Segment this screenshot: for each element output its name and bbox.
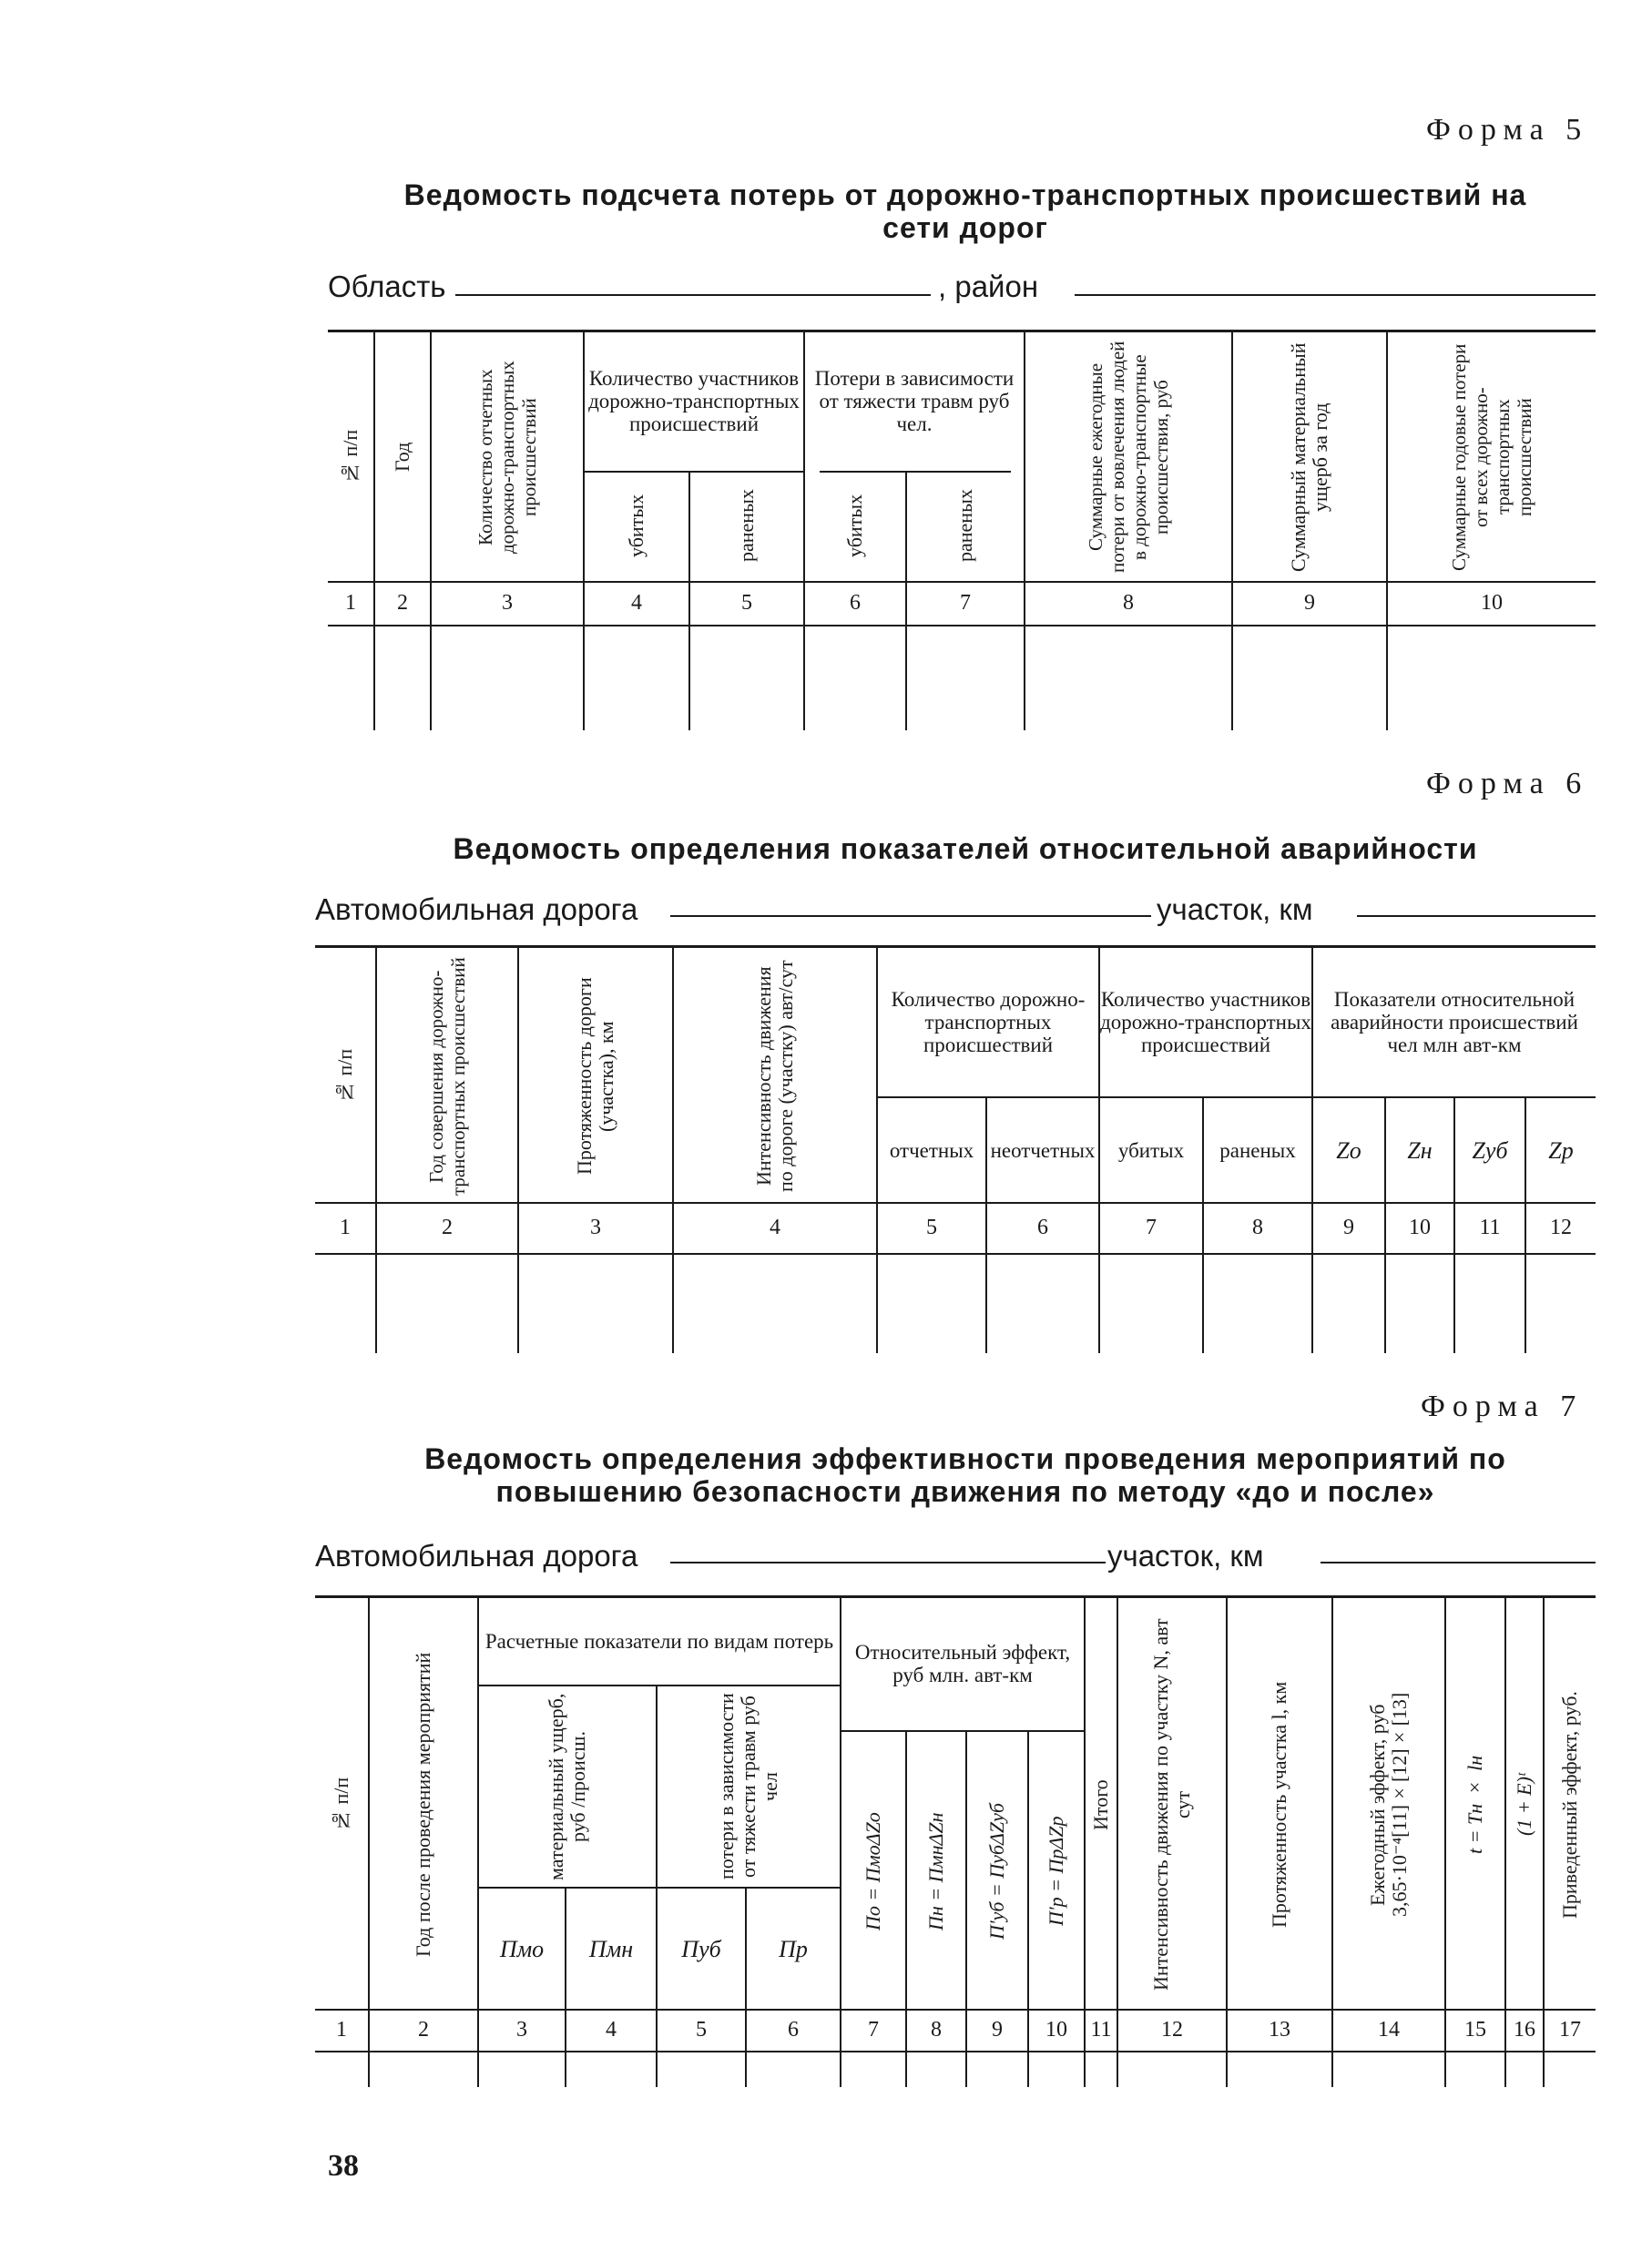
- form5-field-line-2: [1075, 294, 1596, 296]
- form5-num-9: 9: [1304, 591, 1315, 615]
- form6-field-section: участок, км: [1157, 892, 1313, 926]
- form7-col8-header: Пн = ПмнΔZн: [924, 1812, 947, 1930]
- form7-num-2: 2: [418, 2018, 429, 2042]
- form6-num-8: 8: [1252, 1216, 1263, 1239]
- form7-num-16: 16: [1514, 2018, 1535, 2042]
- form5-col5-header: раненых: [735, 489, 758, 562]
- form5-col7-header: раненых: [953, 489, 976, 562]
- form5-num-5: 5: [741, 591, 752, 615]
- form7-num-12: 12: [1161, 2018, 1183, 2042]
- form5-title: Ведомость подсчета потерь от дорожно-транспортных происшествий на сети дорог: [403, 178, 1527, 244]
- form7-num-15: 15: [1464, 2018, 1486, 2042]
- form6-col11-header: Zуб: [1472, 1136, 1508, 1164]
- form5-num-1: 1: [345, 591, 356, 615]
- form5-group-participants: Количество участников дорожно-транспортных происшествий: [588, 366, 800, 435]
- form7-num-3: 3: [516, 2018, 527, 2042]
- form6-group-dtp: Количество дорожно-транспортных происшествий: [891, 987, 1086, 1056]
- form5-field-district: , район: [938, 270, 1039, 303]
- form6-num-3: 3: [590, 1216, 601, 1239]
- form7-col13-header: Протяженность участка l, км: [1268, 1681, 1290, 1929]
- form7-label: Форма 7: [1421, 1390, 1584, 1423]
- form7-col11-header: Итого: [1089, 1779, 1112, 1830]
- form5-label: Форма 5: [1426, 113, 1589, 147]
- form7-num-11: 11: [1090, 2018, 1112, 2042]
- form5-num-2: 2: [397, 591, 408, 615]
- form6-num-12: 12: [1550, 1216, 1572, 1239]
- form7-num-4: 4: [606, 2018, 617, 2042]
- form6-col9-header: Zо: [1336, 1136, 1361, 1164]
- form7-num-1: 1: [336, 2018, 347, 2042]
- form7-col2-header: Год после проведения мероприятий: [412, 1652, 434, 1958]
- form6-col1-header: № п/п: [333, 1048, 356, 1105]
- form7-col12-header: Интенсивность движения по участку N, авт сут: [1149, 1618, 1194, 1991]
- form6-num-5: 5: [926, 1216, 937, 1239]
- form7-num-9: 9: [992, 2018, 1003, 2042]
- form6-num-6: 6: [1037, 1216, 1048, 1239]
- form6-group-indices: Показатели относительной аварийности происшествий чел млн авт-км: [1331, 987, 1578, 1056]
- form7-col15-header: t = Tн × lн: [1463, 1755, 1486, 1855]
- form6-field-road: Автомобильная дорога: [315, 892, 638, 926]
- form7-col5-header: Пуб: [681, 1935, 721, 1962]
- form7-num-6: 6: [788, 2018, 799, 2042]
- form5-field-region: Область: [328, 270, 446, 303]
- form7-col16-header: (1 + E)ᵗ: [1513, 1773, 1535, 1837]
- form7-col4-header: Пмн: [588, 1935, 634, 1962]
- form5-col8-header: Суммарные ежегодные потери от вовлечения людей в дорожно-транспортные происшествия, руб: [1085, 341, 1172, 574]
- form6-num-7: 7: [1146, 1216, 1157, 1239]
- form7-table: [315, 1595, 1596, 2087]
- form5-num-8: 8: [1123, 591, 1134, 615]
- form7-sub-injury: потери в зависимости от тяжести травм руб чел: [715, 1693, 781, 1880]
- form5-field-line: [455, 294, 931, 296]
- form5-num-3: 3: [502, 591, 513, 615]
- form7-group-calc: Расчетные показатели по видам потерь: [484, 1629, 834, 1653]
- form6-col3-header: Протяженность дороги (участка), км: [573, 977, 617, 1176]
- form7-field-section: участок, км: [1107, 1539, 1264, 1573]
- form7-field-line: [670, 1562, 1106, 1563]
- form6-num-11: 11: [1479, 1216, 1501, 1239]
- form7-num-17: 17: [1559, 2018, 1581, 2042]
- form7-col7-header: По = ПмоΔZо: [862, 1812, 884, 1930]
- form6-num-1: 1: [340, 1216, 351, 1239]
- form6-num-2: 2: [442, 1216, 453, 1239]
- form6-col5-header: отчетных: [889, 1138, 974, 1162]
- form7-sub-material: материальный ущерб, руб /происш.: [545, 1693, 589, 1880]
- form6-num-9: 9: [1343, 1216, 1354, 1239]
- form5-col10-header: Суммарные годовые потери от всех дорожно-транспортных происшествий: [1448, 343, 1535, 571]
- form7-col3-header: Пмо: [499, 1935, 545, 1962]
- form5-num-10: 10: [1481, 591, 1503, 615]
- form5-group-losses: Потери в зависимости от тяжести травм руб чел.: [814, 366, 1015, 435]
- form7-num-5: 5: [696, 2018, 707, 2042]
- form7-col17-header: Приведенный эффект, руб.: [1558, 1691, 1581, 1919]
- form5-col9-header: Суммарный материальный ущерб за год: [1287, 342, 1331, 572]
- form5-col1-header: № п/п: [339, 429, 362, 485]
- page-number: 38: [328, 2149, 359, 2183]
- form7-num-14: 14: [1378, 2018, 1400, 2042]
- form5-col3-header: Количество отчетных дорожно-транспортных происшествий: [474, 361, 540, 554]
- form7-num-13: 13: [1269, 2018, 1290, 2042]
- form6-col8-header: раненых: [1219, 1138, 1296, 1162]
- form7-title: Ведомость определения эффективности проведения мероприятий по повышению безопасности движения по методу «до и после»: [424, 1442, 1506, 1508]
- form7-num-8: 8: [931, 2018, 942, 2042]
- form7-col6-header: Пр: [779, 1935, 808, 1962]
- form5-num-7: 7: [960, 591, 971, 615]
- form5-num-6: 6: [850, 591, 861, 615]
- form7-col1-header: № п/п: [330, 1777, 352, 1833]
- form6-num-4: 4: [770, 1216, 780, 1239]
- form6-table: [315, 945, 1596, 1353]
- form6-col6-header: неотчетных: [990, 1138, 1096, 1162]
- form6-field-line: [670, 915, 1151, 917]
- form7-num-7: 7: [868, 2018, 879, 2042]
- form7-col10-header: П'р = ПрΔZр: [1045, 1816, 1067, 1927]
- form6-group-participants: Количество участников дорожно-транспортных происшествий: [1100, 987, 1311, 1056]
- form6-col10-header: Zн: [1407, 1136, 1433, 1164]
- form6-title: Ведомость определения показателей относительной аварийности: [453, 832, 1478, 865]
- form5-col6-header: убитых: [843, 494, 866, 557]
- form6-num-10: 10: [1409, 1216, 1431, 1239]
- form5-num-4: 4: [631, 591, 642, 615]
- form6-col12-header: Zр: [1548, 1136, 1574, 1164]
- form7-num-10: 10: [1045, 2018, 1067, 2042]
- form5-col4-header: убитых: [625, 494, 648, 557]
- form7-group-effect: Относительный эффект, руб млн. авт-км: [854, 1641, 1071, 1686]
- form7-field-road: Автомобильная дорога: [315, 1539, 638, 1573]
- form7-col9-header: П'уб = ПубΔZуб: [985, 1803, 1008, 1940]
- form6-label: Форма 6: [1426, 767, 1589, 800]
- form5-table: [328, 330, 1596, 730]
- form6-col7-header: убитых: [1117, 1138, 1185, 1162]
- form6-col4-header: Интенсивность движения по дороге (участку) авт/сут: [752, 960, 797, 1193]
- form7-field-line-2: [1321, 1562, 1596, 1563]
- form6-col2-header: Год совершения дорожно-транспортных происшествий: [425, 957, 469, 1196]
- form5-col2-header: Год: [391, 442, 413, 473]
- form6-field-line-2: [1357, 915, 1596, 917]
- form7-col14-header: Ежегодный эффект, руб 3,65·10⁻⁴[11]×[12]×[13]: [1366, 1692, 1411, 1918]
